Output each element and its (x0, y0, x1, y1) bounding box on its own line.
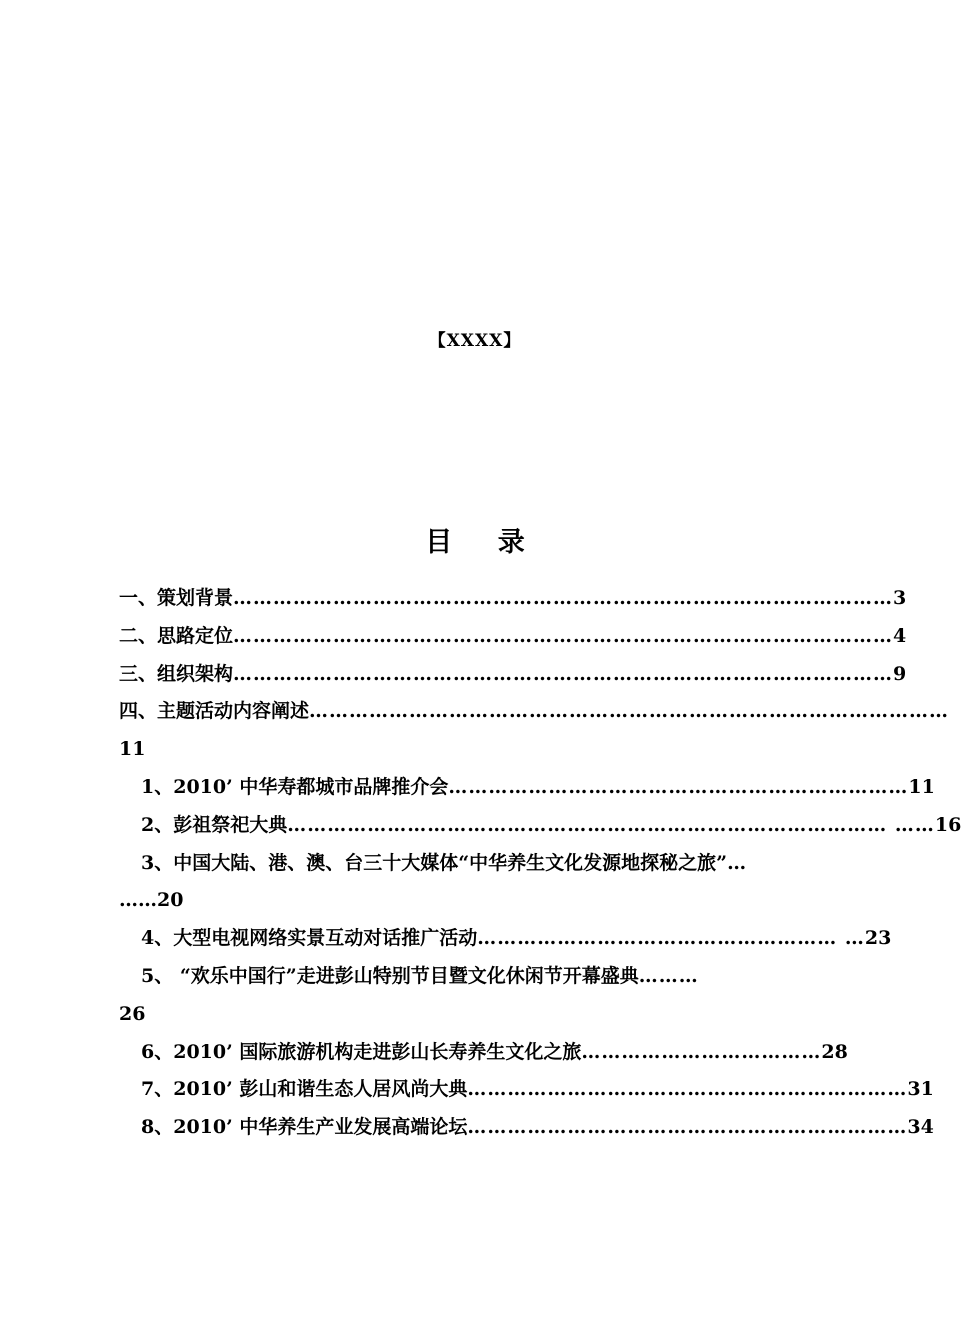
toc-entry[interactable] (119, 1034, 848, 1072)
toc-entry[interactable] (119, 580, 907, 618)
toc-page-number: 11 (908, 775, 935, 798)
toc-entry[interactable] (119, 656, 907, 694)
toc-entry-label: 3、中国大陆、港、澳、台三十大媒体“中华养生文化发源地探秘之旅” (141, 851, 728, 874)
toc-entry-continuation: 26 (119, 1002, 146, 1025)
toc-entry-label: 二、思路定位 (119, 624, 234, 647)
toc-page-number: 9 (893, 662, 907, 685)
toc-page-number: 4 (893, 624, 907, 647)
toc-entry[interactable] (119, 1071, 934, 1109)
toc-entry-label: 5、 “欢乐中国行”走进彭山特别节目暨文化休闲节开幕盛典 (141, 964, 639, 987)
toc-leader-dots: ………………………………………………………… (467, 1116, 908, 1139)
toc-page-number: 23 (864, 927, 892, 950)
toc-page-number: 31 (907, 1078, 934, 1101)
toc-page-number: 3 (893, 587, 907, 609)
toc-entry-label: 三、组织架构 (119, 662, 234, 685)
toc-entry-continuation: ……20 (119, 889, 184, 912)
toc-entry[interactable] (119, 693, 950, 731)
toc-leader-dots: ……………………………………………………………………………………… (233, 587, 894, 609)
toc-leader-dots: ……… (638, 964, 699, 987)
toc-page-number: 34 (907, 1116, 934, 1139)
toc-entry[interactable] (119, 920, 892, 958)
toc-leader-dots: ………………………………………………………… (467, 1078, 908, 1101)
toc-page-number: 16 (934, 813, 961, 836)
toc-leader-dots: ……………………………………………………………………………………… (233, 624, 894, 647)
toc-leader-dots: ……………………………………………… … (477, 927, 865, 950)
toc-entry-label: 1、2010’ 中华寿都城市品牌推介会 (141, 775, 449, 798)
toc-entry-continuation: 11 (119, 738, 146, 761)
toc-entry-label: 一、策划背景 (119, 587, 234, 609)
toc-entry-label: 四、主题活动内容阐述 (119, 700, 310, 723)
cover-title: 【XXXX】 (428, 331, 522, 351)
toc-leader-dots: ……………………………………………………………………………… …… (287, 813, 935, 836)
toc-heading: 目 录 (425, 527, 543, 558)
toc-leader-dots: ……………………………………………………………………………………… (233, 662, 894, 685)
toc-leader-dots: ……………………………… (581, 1040, 822, 1063)
toc-entry[interactable] (119, 807, 961, 845)
toc-entry-label: 8、2010’ 中华养生产业发展高端论坛 (141, 1116, 468, 1139)
toc-entry[interactable] (119, 958, 831, 996)
toc-leader-dots: …………………………………………………………… (448, 775, 909, 798)
toc-entry-label: 4、大型电视网络实景互动对话推广活动 (141, 927, 478, 950)
toc-leader-dots: … (727, 851, 748, 874)
toc-entry[interactable] (119, 618, 907, 656)
toc-entry[interactable] (119, 845, 831, 883)
toc-entry-label: 6、2010’ 国际旅游机构走进彭山长寿养生文化之旅 (141, 1040, 582, 1063)
toc-entry-label: 7、2010’ 彭山和谐生态人居风尚大典 (141, 1078, 468, 1101)
toc-entry-label: 2、彭祖祭祀大典 (141, 813, 288, 836)
toc-page-number: 28 (821, 1040, 848, 1063)
toc-leader-dots: …………………………………………………………………………………… (309, 700, 950, 723)
toc-entry[interactable] (119, 769, 935, 807)
toc-entry[interactable] (119, 1109, 934, 1147)
table-of-contents (119, 580, 961, 1147)
